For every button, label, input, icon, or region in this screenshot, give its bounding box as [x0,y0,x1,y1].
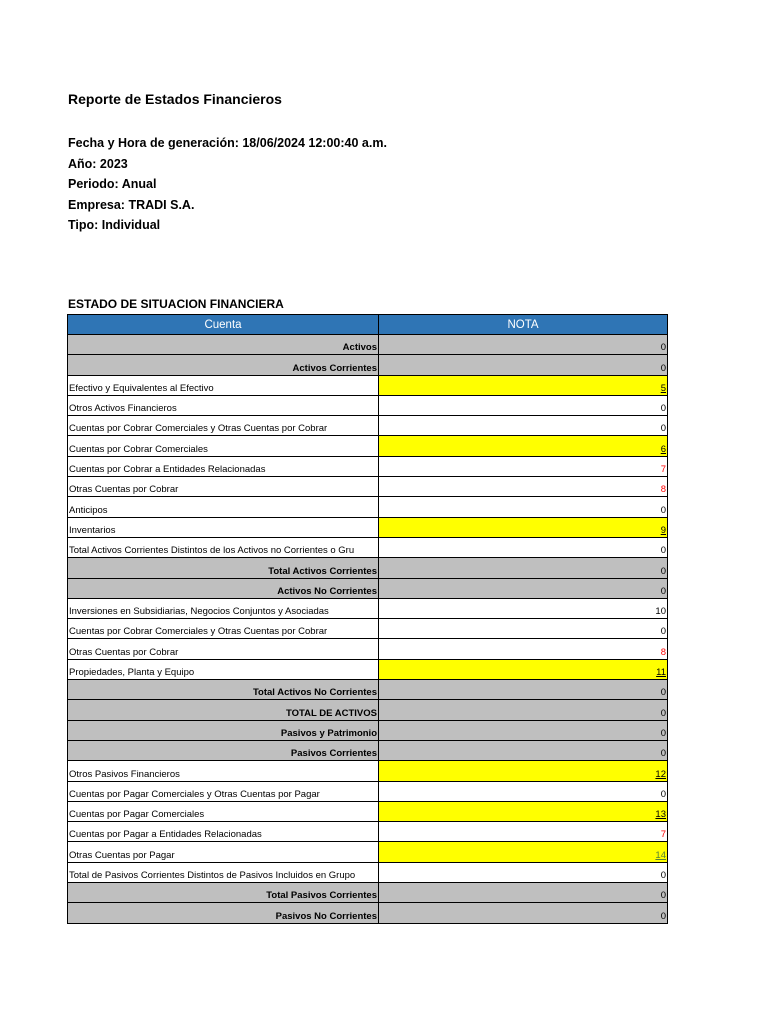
cell-nota [379,517,668,537]
table-row [68,456,668,476]
table-body [68,335,668,924]
cell-cuenta: Pasivos y Patrimonio [68,720,379,740]
nota-value: 0 [660,727,666,739]
cell-nota [379,456,668,476]
nota-value: 10 [655,606,666,618]
cell-nota [379,335,668,355]
nota-value: 0 [660,342,666,354]
table-row-subtotal [68,355,668,375]
table-row [68,436,668,456]
cell-cuenta: Propiedades, Planta y Equipo [68,659,379,679]
nota-value: 0 [660,626,666,638]
table-row-subtotal [68,903,668,923]
nota-value: 8 [660,646,666,658]
cell-nota [379,355,668,375]
table-row [68,598,668,618]
table-row-subtotal [68,883,668,903]
table-row [68,477,668,497]
table-row-subtotal [68,740,668,760]
report-metadata [68,133,387,236]
table-row [68,517,668,537]
table-row-subtotal [68,578,668,598]
table-row [68,416,668,436]
table-row [68,375,668,395]
table-row [68,822,668,842]
report-year: Año: 2023 [68,156,128,171]
cell-cuenta: Total Pasivos Corrientes [68,883,379,903]
cell-cuenta: Cuentas por Pagar a Entidades Relacionadas [68,822,379,842]
nota-value: 0 [660,585,666,597]
cell-nota [379,761,668,781]
table-row [68,862,668,882]
nota-value: 0 [660,545,666,557]
column-header-cuenta: Cuenta [68,315,379,335]
cell-cuenta: Activos Corrientes [68,355,379,375]
cell-nota [379,801,668,821]
cell-cuenta: Otras Cuentas por Cobrar [68,477,379,497]
nota-link[interactable]: 6 [660,443,666,455]
nota-value: 7 [660,829,666,841]
cell-cuenta: Total de Pasivos Corrientes Distintos de Pasivos Incluidos en Grupo [68,862,379,882]
cell-nota [379,822,668,842]
cell-nota [379,862,668,882]
nota-value: 0 [660,890,666,902]
table-row [68,842,668,862]
nota-value: 0 [660,565,666,577]
report-type: Tipo: Individual [68,218,161,232]
financial-position-table [67,314,668,924]
table-row [68,537,668,557]
cell-cuenta: Pasivos No Corrientes [68,903,379,923]
table-row [68,497,668,517]
report-period: Periodo: Anual [68,177,157,191]
cell-nota [379,416,668,436]
table-row [68,395,668,415]
cell-cuenta: Cuentas por Pagar Comerciales y Otras Cuentas por Pagar [68,781,379,801]
cell-nota [379,395,668,415]
cell-cuenta: Cuentas por Pagar Comerciales [68,801,379,821]
cell-cuenta: Activos [68,335,379,355]
cell-cuenta: Otras Cuentas por Cobrar [68,639,379,659]
nota-value: 0 [660,423,666,435]
nota-value: 0 [660,687,666,699]
cell-nota [379,578,668,598]
nota-value: 7 [660,464,666,476]
table-row-subtotal [68,558,668,578]
nota-value: 0 [660,362,666,374]
nota-link[interactable]: 12 [655,768,666,780]
cell-nota [379,740,668,760]
report-title: Reporte de Estados Financieros [68,91,282,107]
cell-cuenta: Anticipos [68,497,379,517]
cell-cuenta: Total Activos Corrientes Distintos de los Activos no Corrientes o Gru [68,537,379,557]
cell-cuenta: TOTAL DE ACTIVOS [68,700,379,720]
cell-nota [379,477,668,497]
nota-value: 8 [660,484,666,496]
cell-cuenta: Pasivos Corrientes [68,740,379,760]
cell-cuenta: Otros Pasivos Financieros [68,761,379,781]
column-header-nota: NOTA [379,315,668,335]
cell-cuenta: Otros Activos Financieros [68,395,379,415]
company-name: Empresa: TRADI S.A. [68,197,195,212]
cell-nota [379,375,668,395]
cell-nota [379,720,668,740]
nota-link[interactable]: 13 [655,809,666,821]
cell-cuenta: Cuentas por Cobrar a Entidades Relacionadas [68,456,379,476]
table-row [68,619,668,639]
cell-cuenta: Efectivo y Equivalentes al Efectivo [68,375,379,395]
cell-nota [379,781,668,801]
cell-nota [379,436,668,456]
nota-value: 0 [660,910,666,922]
table-header-row [68,315,668,335]
cell-nota [379,883,668,903]
cell-cuenta: Total Activos Corrientes [68,558,379,578]
nota-value: 0 [660,748,666,760]
nota-value: 0 [660,707,666,719]
cell-cuenta: Inversiones en Subsidiarias, Negocios Conjuntos y Asociadas [68,598,379,618]
table-row [68,659,668,679]
nota-value: 0 [660,504,666,516]
cell-nota [379,903,668,923]
nota-value: 0 [660,788,666,800]
nota-link[interactable]: 14 [655,849,666,861]
cell-nota [379,619,668,639]
nota-value: 0 [660,403,666,415]
cell-cuenta: Cuentas por Cobrar Comerciales y Otras Cuentas por Cobrar [68,619,379,639]
cell-cuenta: Total Activos No Corrientes [68,680,379,700]
table-row-subtotal [68,700,668,720]
cell-cuenta: Cuentas por Cobrar Comerciales [68,436,379,456]
table-row [68,761,668,781]
section-title: ESTADO DE SITUACION FINANCIERA [68,297,284,311]
cell-nota [379,598,668,618]
generation-datetime: Fecha y Hora de generación: 18/06/2024 12:00:40 a.m. [68,136,387,150]
cell-nota [379,842,668,862]
cell-nota [379,680,668,700]
cell-nota [379,537,668,557]
cell-nota [379,700,668,720]
nota-value: 0 [660,870,666,882]
table-row [68,781,668,801]
table-row [68,801,668,821]
cell-nota [379,497,668,517]
cell-cuenta: Cuentas por Cobrar Comerciales y Otras Cuentas por Cobrar [68,416,379,436]
table-row-subtotal [68,335,668,355]
nota-link[interactable]: 5 [660,382,666,394]
cell-cuenta: Activos No Corrientes [68,578,379,598]
cell-cuenta: Otras Cuentas por Pagar [68,842,379,862]
table-row-subtotal [68,720,668,740]
cell-nota [379,659,668,679]
nota-link[interactable]: 11 [656,667,666,679]
table-row-subtotal [68,680,668,700]
cell-nota [379,639,668,659]
cell-cuenta: Inventarios [68,517,379,537]
nota-link[interactable]: 9 [660,524,666,536]
cell-nota [379,558,668,578]
table-row [68,639,668,659]
